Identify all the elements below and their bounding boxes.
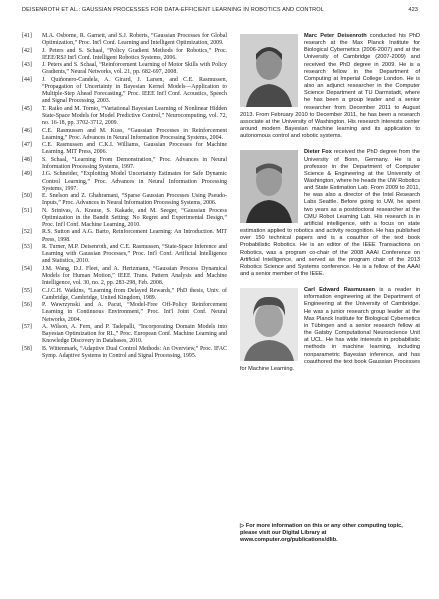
- reference-text: M.A. Osborne, R. Garnett, and S.J. Roberts, “Gaussian Processes for Global Optimization,” Proc. Int'l Conf. Learning and Intelligent Optimization, 2009.: [42, 33, 227, 47]
- reference-number: [55]: [22, 287, 32, 294]
- reference-item: [22, 128, 227, 142]
- reference-number: [46]: [22, 127, 32, 134]
- reference-item: [22, 193, 227, 207]
- reference-number: [56]: [22, 302, 32, 309]
- digital-library-note: ▷ For more information on this or any other computing topic, please visit our Digital Library at www.computer.org/publications/dlib.: [240, 523, 403, 544]
- reference-text: J. Peters and S. Schaal, “Policy Gradient Methods for Robotics,” Proc. IEEE/RSJ Int'l Conf. Intelligent Robotics Systems, 2006.: [42, 47, 227, 61]
- portrait-image: [240, 288, 298, 361]
- reference-text: R.S. Sutton and A.G. Barto, Reinforcement Learning: An Introduction. MIT Press, 1998.: [42, 229, 227, 243]
- reference-item: [22, 106, 227, 127]
- page-number: 423: [408, 7, 418, 13]
- reference-text: T. Raiko and M. Tornio, “Variational Bayesian Learning of Nonlinear Hidden State-Space Models for Model Predictive Control,” Neurocomputing, vol. 72, no. 16-18, pp. 3702-3712, 2009.: [42, 105, 227, 127]
- reference-number: [48]: [22, 156, 32, 163]
- reference-number: [57]: [22, 324, 32, 330]
- portrait-image: [240, 150, 298, 223]
- reference-text: E. Snelson and Z. Ghahramani, “Sparse Gaussian Processes Using Pseudo-Inputs,” Proc. Advances in Neural Information Processing Systems, 2006.: [42, 193, 227, 207]
- reference-list: [22, 33, 227, 360]
- reference-text: P. Wawrzynski and A. Pacut, “Model-Free Off-Policy Reinforcement Learning in Continuous Environment,” Proc. Int'l Joint Conf. Neural Networks, 2004.: [42, 302, 227, 323]
- reference-number: [53]: [22, 244, 32, 251]
- author-photo: [240, 288, 298, 361]
- author-photo: [240, 150, 298, 223]
- reference-item: [22, 244, 227, 265]
- author-bio: [240, 149, 420, 278]
- reference-text: B. Wittenmark, “Adaptive Dual Control Methods: An Overview,” Proc. IFAC Symp. Adaptive Systems in Control and Signal Processing, 1995.: [42, 345, 227, 359]
- author-biographies: [240, 33, 420, 373]
- reference-text: S. Schaal, “Learning From Demonstration,” Proc. Advances in Neural Information Processing Systems, 1997.: [42, 156, 227, 170]
- reference-item: [22, 346, 227, 360]
- reference-item: [22, 266, 227, 287]
- author-bio-text: received the PhD degree from the University of Bonn, Germany. He is a professor in the Department of Computer Science & Engineering at the University of Washington, where he heads the UW Robotics and State Estimation Lab. From 2009 to 2011, he was also a director of the Intel Research Labs Seattle. Before going to UW, he spent two years as a postdoctoral researcher at the CMU Robot Learning Lab. His research is in artificial intelligence, with a focus on state estimation applied to robotics and activity recognition. He has published over 150 technical papers and is a coauthor of the text book Probabilistic Robotics. He is an editor of the IEEE Transactions on Robotics, was a program co-chair of the 2008 AAAI Conference on Artificial Intelligence, and served as the program chair of the 2013 Robotics Science and Systems conference. He is a fellow of the AAAI and a senior member of the IEEE.: [240, 149, 420, 277]
- reference-item: [22, 62, 227, 76]
- reference-number: [51]: [22, 207, 32, 214]
- author-name: Carl Edward Rasmussen: [304, 287, 376, 294]
- portrait-image: [240, 34, 298, 107]
- reference-item: [22, 288, 227, 302]
- author-photo: [240, 34, 298, 107]
- author-bio: [240, 33, 420, 140]
- reference-number: [58]: [22, 345, 32, 352]
- reference-item: [22, 208, 227, 229]
- reference-number: [44]: [22, 76, 32, 83]
- reference-number: [50]: [22, 193, 32, 200]
- reference-text: J. Peters and S. Schaal, “Reinforcement Learning of Motor Skills with Policy Gradients,” Neural Networks, vol. 21, pp. 682-697, 2008.: [42, 62, 227, 76]
- reference-text: J. Quiñonero-Candela, A. Girard, J. Larsen, and C.E. Rasmussen, “Propagation of Uncertainty in Bayesian Kernel Models—Application to Multiple-Step Ahead Forecasting,” Proc. IEEE Int'l Conf. Acoustics, Speech and Signal Processing, 2003.: [42, 76, 227, 105]
- reference-item: [22, 77, 227, 106]
- reference-text: C.E. Rasmussen and C.K.I. Williams, Gaussian Processes for Machine Learning. MIT Press, 2006.: [42, 142, 227, 156]
- reference-text: R. Turner, M.P. Deisenroth, and C.E. Rasmussen, “State-Space Inference and Learning with Gaussian Processes,” Proc. Int'l Conf. Artificial Intelligence and Statistics, 2010.: [42, 244, 227, 265]
- reference-item: [22, 157, 227, 171]
- reference-text: C.J.C.H. Watkins, “Learning from Delayed Rewards,” PhD thesis, Univ. of Cambridge, Cambridge, United Kingdom, 1989.: [42, 287, 227, 301]
- reference-text: J.M. Wang, D.J. Fleet, and A. Hertzmann, “Gaussian Process Dynamical Models for Human Motion,” IEEE Trans. Pattern Analysis and Machine Intelligence, vol. 30, no. 2, pp. 283-298, Feb. 2008.: [42, 265, 227, 287]
- reference-number: [47]: [22, 142, 32, 149]
- reference-text: N. Srinivas, A. Krause, S. Kakade, and M. Seeger, “Gaussian Process Optimization in the Bandit Setting: No Regret and Experimental Design,” Proc. Int'l Conf. Machine Learning, 2010.: [42, 207, 227, 229]
- reference-item: [22, 142, 227, 156]
- reference-item: [22, 48, 227, 62]
- reference-item: [22, 302, 227, 323]
- running-title: DEISENROTH ET AL.: GAUSSIAN PROCESSES FOR DATA-EFFICIENT LEARNING IN ROBOTICS AND CONTROL: [22, 7, 324, 13]
- reference-number: [45]: [22, 105, 32, 112]
- reference-number: [41]: [22, 33, 32, 39]
- author-bio-text: is a reader in information engineering at the Department of Engineering at the University of Cambridge. He was a junior research group leader at the Max Planck Institute for Biological Cybernetics in Tübingen and a senior research fellow at the Gatsby Computational Neuroscience Unit at UCL. He has wide interests in probabilistic methods in machine learning, including nonparametric Bayesian inference, and has coauthored the text book Gaussian Processes for Machine Learning.: [240, 287, 420, 372]
- reference-number: [42]: [22, 47, 32, 54]
- reference-text: A. Wilson, A. Fern, and P. Tadepalli, “Incorporating Domain Models into Bayesian Optimization for RL,” Proc. European Conf. Machine Learning and Knowledge Discovery in Databases, 2010.: [42, 324, 227, 345]
- reference-number: [52]: [22, 229, 32, 236]
- author-name: Marc Peter Deisenroth: [304, 33, 367, 39]
- reference-item: [22, 229, 227, 243]
- reference-item: [22, 171, 227, 192]
- reference-number: [43]: [22, 62, 32, 69]
- reference-item: [22, 33, 227, 47]
- author-name: Dieter Fox: [304, 149, 332, 156]
- running-header: [22, 7, 418, 17]
- reference-text: C.E. Rasmussen and M. Kuss, “Gaussian Processes in Reinforcement Learning,” Proc. Advances in Neural Information Processing Systems, 2004.: [42, 127, 227, 141]
- reference-text: J.G. Schneider, “Exploiting Model Uncertainty Estimates for Safe Dynamic Control Learning,” Proc. Advances in Neural Information Processing Systems, 1997.: [42, 171, 227, 192]
- author-bio-text: conducted his PhD research at the Max Planck Institute for Biological Cybernetics (2006-2007) and at the University of Cambridge (2007-2009) and received the PhD degree in 2009. He is a research fellow in the Department of Computing at Imperial College London. He is also an adjunct researcher in the Computer Science Department at TU Darmstadt, where he has been a group leader and a senior researcher from December 2011 to August 2013. From February 2010 to December 2011, he has been a research associate at the University of Washington. His research interests center around modern Bayesian machine learning and its application to autonomous control and robotic systems.: [240, 33, 420, 140]
- reference-number: [49]: [22, 171, 32, 178]
- reference-number: [54]: [22, 265, 32, 272]
- reference-item: [22, 324, 227, 345]
- author-bio: [240, 287, 420, 373]
